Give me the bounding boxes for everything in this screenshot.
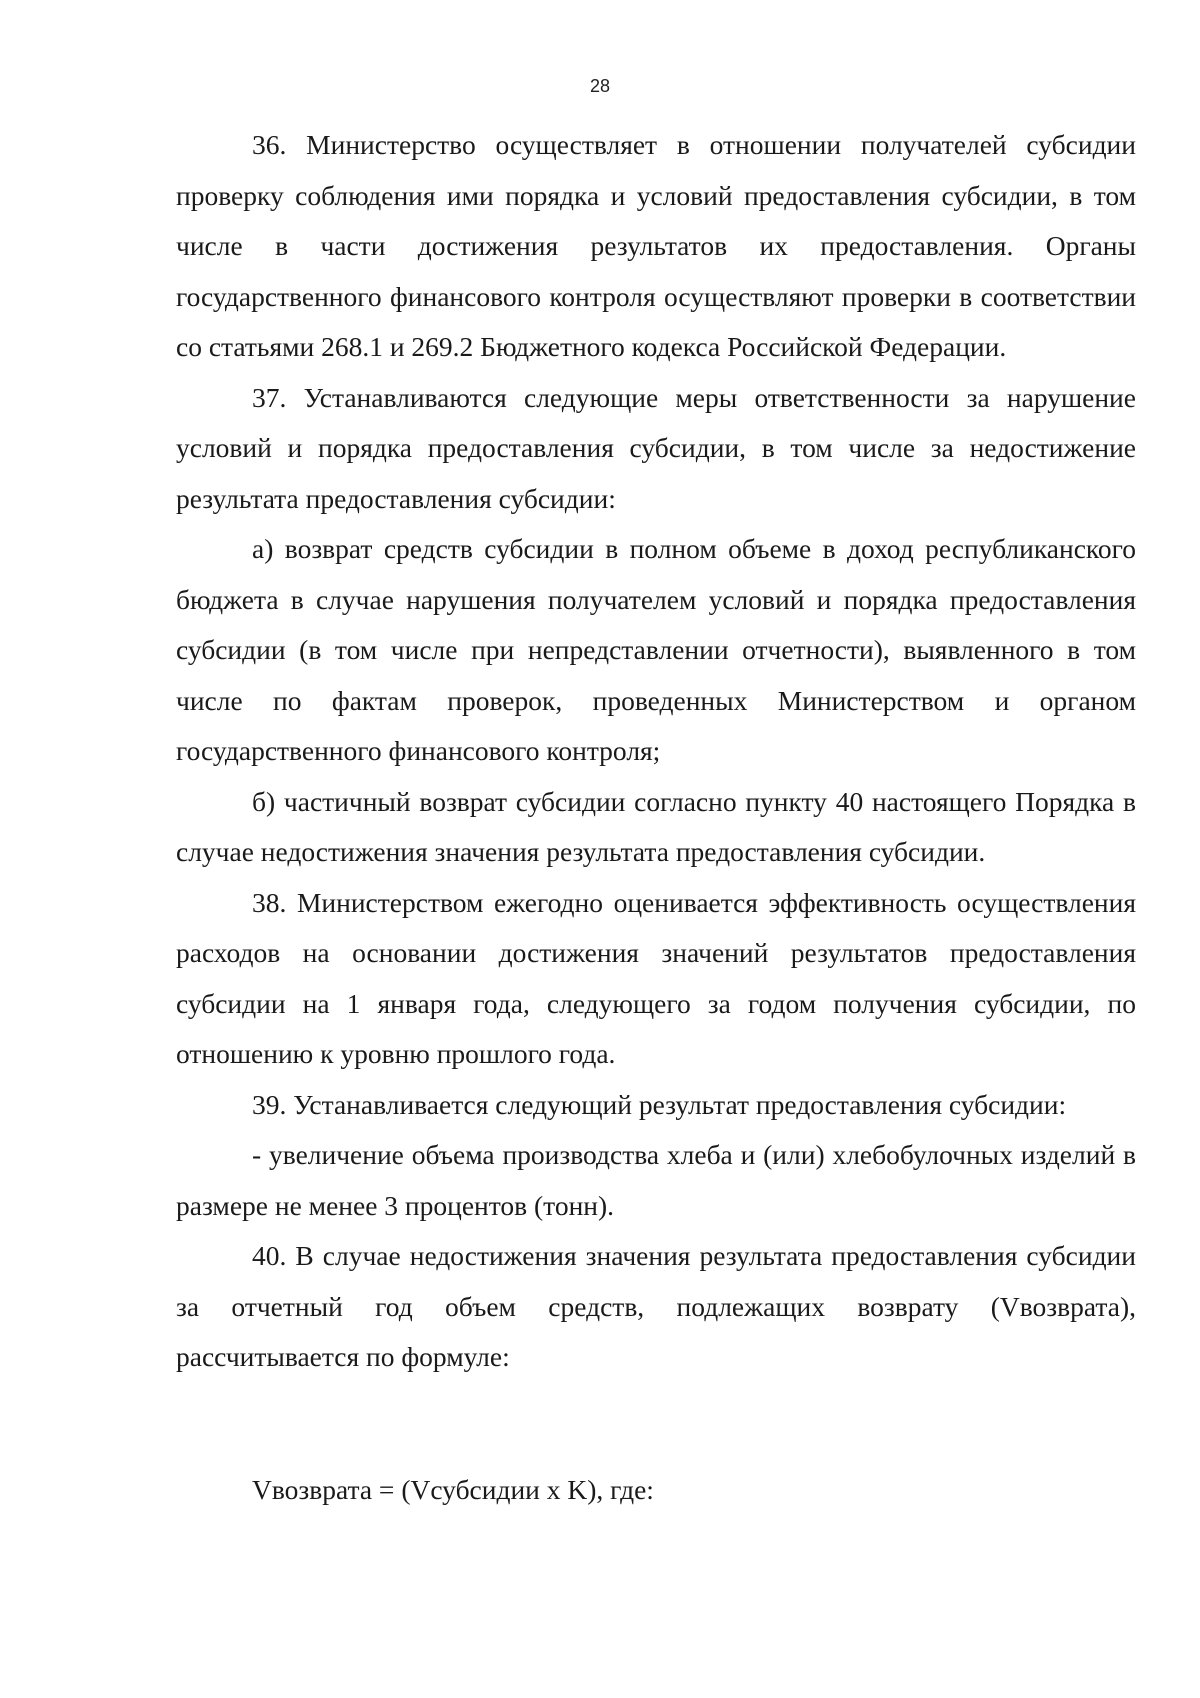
paragraph-37-b: б) частичный возврат субсидии согласно пункту 40 настоящего Порядка в случае недостижения значения результата предоставления субсидии. xyxy=(176,785,1136,867)
paragraph-37-a: а) возврат средств субсидии в полном объеме в доход республиканского бюджета в случае нарушения получателем условий и порядка предоставления субсидии (в том числе при непредставлении отчетности), выявленного в том числе по фактам проверок, проведенных Министерством и органом государственного финансового контроля; xyxy=(176,533,1136,766)
paragraph-36: 36. Министерство осуществляет в отношении получателей субсидии проверку соблюдения ими порядка и условий предоставления субсидии, в том числе в части достижения результатов их предоставления. Органы государственного финансового контроля осуществляют проверки в соответствии со статьями 268.1 и 269.2 Бюджетного кодекса Российской Федерации. xyxy=(176,129,1136,362)
paragraph-37: 37. Устанавливаются следующие меры ответственности за нарушение условий и порядка предоставления субсидии, в том числе за недостижение результата предоставления субсидии: xyxy=(176,381,1136,514)
paragraph-38: 38. Министерством ежегодно оценивается эффективность осуществления расходов на основании достижения значений результатов предоставления субсидии на 1 января года, следующего за годом получения субсидии, по отношению к уровню прошлого года. xyxy=(176,886,1136,1069)
paragraph-39: 39. Устанавливается следующий результат предоставления субсидии: xyxy=(252,1088,1067,1120)
formula: Vвозврата = (Vсубсидии x K), где: xyxy=(252,1473,654,1505)
page-number: 28 xyxy=(589,76,611,96)
document-body xyxy=(176,120,1136,1515)
paragraph-40: 40. В случае недостижения значения результата предоставления субсидии за отчетный год объем средств, подлежащих возврату (Vвозврата), рассчитывается по формуле: xyxy=(176,1240,1136,1372)
paragraph-39-item: - увеличение объема производства хлеба и (или) хлебобулочных изделий в размере не менее 3 процентов (тонн). xyxy=(176,1139,1136,1221)
